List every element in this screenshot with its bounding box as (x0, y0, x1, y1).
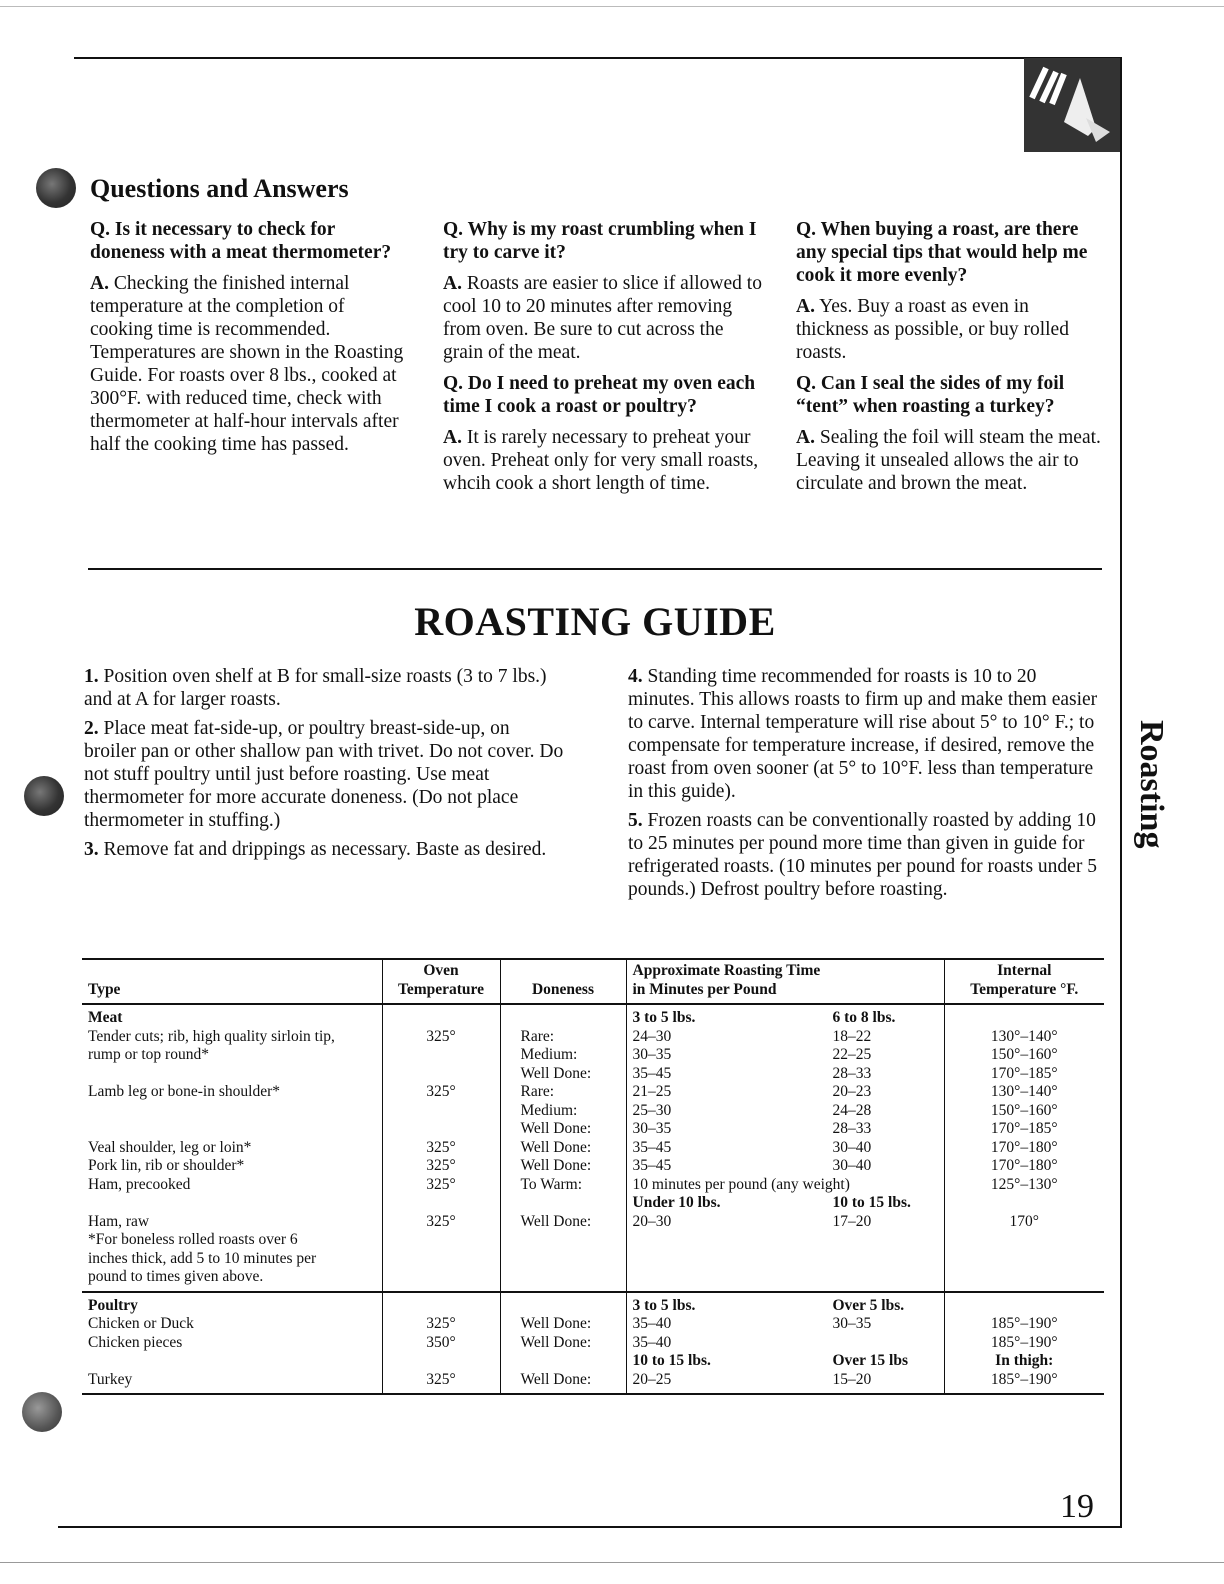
table-poultry-doneness_lines-line: Well Done: (520, 1333, 592, 1351)
time-col-a (633, 1268, 833, 1287)
table-meat-doneness_lines-line (521, 1268, 620, 1287)
table-poultry-doneness_lines-line (521, 1297, 620, 1316)
time-line (633, 1315, 938, 1334)
table-meat-oven_lines-line (389, 1231, 494, 1250)
bullet-dot-bottom (22, 1392, 62, 1432)
time-col-b: 17–20 (832, 1212, 872, 1230)
top-rule (74, 57, 1122, 59)
step-3: 3. Remove fat and drippings as necessary. Baste as desired. (84, 839, 547, 860)
meat-internal-cell (944, 1004, 1104, 1292)
scan-edge-bottom (0, 1562, 1224, 1563)
time-line (633, 1083, 938, 1102)
meat-doneness-cell (500, 1004, 626, 1292)
table-meat-doneness_lines-line (521, 1009, 620, 1028)
bottom-rule (58, 1526, 1122, 1528)
table-meat-oven_lines-line (389, 1120, 494, 1139)
table-meat-doneness_lines-line: Medium: (520, 1101, 578, 1119)
table-meat-type_lines-line: Veal shoulder, leg or loin* (88, 1138, 252, 1156)
time-col-a: 35–40 (632, 1333, 672, 1351)
time-col-a: 3 to 5 lbs. (632, 1009, 696, 1026)
time-col-b: 20–23 (832, 1083, 872, 1100)
time-col-b: 18–22 (832, 1027, 872, 1045)
table-meat-internal_lines-line: 170°–180° (990, 1138, 1058, 1156)
table-meat-oven_lines-line (389, 1065, 494, 1084)
table-poultry-internal_lines-line: In thigh: (995, 1352, 1054, 1369)
poultry-internal-cell (944, 1292, 1104, 1395)
table-meat-type_lines-line (88, 1120, 376, 1139)
table-meat-type_lines-line (88, 1065, 376, 1084)
time-col-b: 24–28 (832, 1101, 872, 1119)
answer: A. Sealing the foil will steam the meat. Leaving it unsealed allows the air to circulate and brown the meat. (796, 427, 1101, 494)
time-col-a (633, 1250, 833, 1269)
time-col-b: 28–33 (832, 1064, 872, 1082)
time-col-a: 35–45 (632, 1157, 672, 1174)
time-full-line: 10 minutes per pound (any weight) (632, 1175, 850, 1193)
table-meat-oven_lines-line (389, 1194, 494, 1213)
time-col-a: 30–35 (632, 1046, 672, 1063)
qa-column-1 (90, 218, 410, 464)
time-line (633, 1046, 938, 1065)
table-poultry-internal_lines-line (951, 1297, 1099, 1316)
time-col-b: 30–35 (832, 1315, 872, 1332)
answer: A. Yes. Buy a roast as even in thickness as possible, or buy rolled roasts. (796, 296, 1069, 363)
roast-icon (1024, 58, 1120, 152)
roasting-table (82, 960, 1104, 1395)
time-line (633, 1352, 938, 1371)
time-line (633, 1065, 938, 1084)
time-col-b: 10 to 15 lbs. (832, 1194, 911, 1211)
time-line (633, 1297, 938, 1316)
time-line (633, 1028, 938, 1047)
table-meat-oven_lines-line (389, 1046, 494, 1065)
time-col-a: Under 10 lbs. (632, 1194, 721, 1211)
table-meat-internal_lines-line (951, 1194, 1099, 1213)
table-meat-internal_lines-line: 130°–140° (990, 1083, 1058, 1100)
table-meat-type_lines-line: *For boneless rolled roasts over 6 (88, 1231, 298, 1248)
side-tab-roasting: Roasting (1133, 720, 1170, 849)
table-meat-oven_lines-line: 325° (426, 1175, 456, 1193)
table-meat-type_lines-line: pound to times given above. (88, 1268, 264, 1285)
table-meat-internal_lines-line (951, 1009, 1099, 1028)
table-meat-type_lines-line: inches thick, add 5 to 10 minutes per (88, 1249, 317, 1267)
time-line (633, 1009, 938, 1028)
table-meat-type_lines-line (88, 1194, 376, 1213)
time-col-a: 10 to 15 lbs. (632, 1352, 711, 1369)
meat-oven-cell (382, 1004, 500, 1292)
table-meat-oven_lines-line: 325° (426, 1212, 456, 1230)
page-number: 19 (1060, 1488, 1094, 1525)
table-meat-oven_lines-line (389, 1268, 494, 1287)
table-meat-internal_lines-line: 170°–185° (990, 1064, 1058, 1082)
poultry-doneness-cell (500, 1292, 626, 1395)
table-meat-type_lines-line: Ham, raw (88, 1212, 150, 1230)
table-meat-doneness_lines-line: Rare: (520, 1027, 555, 1045)
step-1: 1. Position oven shelf at B for small-size roasts (3 to 7 lbs.) and at A for larger roasts. (84, 666, 547, 710)
table-meat-doneness_lines-line (521, 1194, 620, 1213)
time-col-a: 35–40 (632, 1315, 672, 1332)
question: Q. Why is my roast crumbling when I try to carve it? (443, 219, 757, 263)
time-col-b: 15–20 (832, 1370, 872, 1388)
table-meat-doneness_lines-line (521, 1250, 620, 1269)
table-meat-type_lines-line: Meat (88, 1009, 123, 1026)
meat-time-cell (626, 1004, 944, 1292)
time-col-b (833, 1334, 938, 1353)
time-line (633, 1102, 938, 1121)
answer: A. Roasts are easier to slice if allowed to cool 10 to 20 minutes after removing from oven. Be sure to cut across the grain of the meat. (443, 273, 762, 363)
table-meat-doneness_lines-line: Well Done: (520, 1212, 592, 1230)
table-meat-oven_lines-line (389, 1009, 494, 1028)
table-poultry-doneness_lines-line (521, 1352, 620, 1371)
time-col-b: 28–33 (832, 1120, 872, 1137)
table-meat-oven_lines-line (389, 1102, 494, 1121)
poultry-type-cell (82, 1292, 382, 1395)
table-meat-oven_lines-line: 325° (426, 1083, 456, 1100)
table-meat-internal_lines-line (951, 1231, 1099, 1250)
table-poultry-type_lines-line: Chicken or Duck (88, 1315, 194, 1332)
table-meat-type_lines-line: rump or top round* (88, 1046, 209, 1063)
header-doneness: Doneness (500, 960, 626, 1004)
table-meat-type_lines-line: Ham, precooked (88, 1175, 191, 1193)
qa-column-2 (443, 218, 763, 503)
time-line (633, 1176, 938, 1195)
table-row-meat (82, 1004, 1104, 1292)
table-meat-type_lines-line: Lamb leg or bone-in shoulder* (88, 1083, 280, 1100)
table-meat-internal_lines-line: 170° (1009, 1212, 1039, 1230)
time-col-b (833, 1231, 938, 1250)
table-meat-doneness_lines-line: To Warm: (520, 1175, 583, 1193)
table-meat-internal_lines-line: 170°–185° (990, 1120, 1058, 1137)
table-meat-internal_lines-line: 170°–180° (990, 1157, 1058, 1174)
bullet-dot-steps (24, 776, 64, 816)
step-2: 2. Place meat fat-side-up, or poultry breast-side-up, on broiler pan or other shallow pan with trivet. Do not cover. Do not stuff poultry until just before roasting. Use meat thermometer for more accurate doneness. (Do not place thermometer in stuffing.) (84, 718, 564, 831)
table-poultry-oven_lines-line: 325° (426, 1370, 456, 1388)
time-col-a: 3 to 5 lbs. (632, 1296, 696, 1314)
table-meat-internal_lines-line: 150°–160° (990, 1046, 1058, 1063)
meat-type-cell (82, 1004, 382, 1292)
header-roasting-time: Approximate Roasting Time in Minutes per Pound (626, 960, 944, 1004)
table-poultry-type_lines-line (88, 1352, 376, 1371)
table-poultry-doneness_lines-line: Well Done: (520, 1370, 592, 1388)
table-meat-doneness_lines-line: Rare: (520, 1083, 555, 1100)
table-meat-doneness_lines-line: Well Done: (520, 1138, 592, 1156)
header-type: Type (82, 960, 382, 1004)
scan-edge-top (0, 6, 1224, 7)
table-meat-doneness_lines-line: Medium: (520, 1046, 578, 1063)
table-meat-internal_lines-line: 150°–160° (990, 1101, 1058, 1119)
table-poultry-internal_lines-line: 185°–190° (990, 1315, 1058, 1332)
table-poultry-oven_lines-line: 350° (426, 1333, 456, 1351)
answer: A. Checking the finished internal temperature at the completion of cooking time is recommended. Temperatures are shown in the Roasting Guide. For roasts over 8 lbs., cooked at 300°F. with reduced time, check with thermometer at half-hour intervals after half the cooking time has passed. (90, 273, 404, 455)
table-meat-doneness_lines-line: Well Done: (520, 1157, 592, 1174)
time-col-b: 30–40 (832, 1157, 872, 1174)
table-row-poultry (82, 1292, 1104, 1395)
time-line (633, 1371, 938, 1390)
step-4: 4. Standing time recommended for roasts is 10 to 20 minutes. This allows roasts to firm up and make them easier to carve. Internal temperature will rise about 5° to 10° F.; to compensate for temperature increase, if desired, remove the roast from oven sooner (at 5° to 10°F. less than temperature in this guide). (628, 666, 1098, 802)
time-col-a: 25–30 (632, 1101, 672, 1119)
question: Q. When buying a roast, are there any special tips that would help me cook it more evenly? (796, 219, 1088, 286)
time-col-a: 30–35 (632, 1120, 672, 1137)
table-meat-oven_lines-line (389, 1250, 494, 1269)
time-line (633, 1268, 938, 1287)
time-col-a: 35–45 (632, 1138, 672, 1156)
time-col-a: 21–25 (632, 1083, 672, 1100)
table-poultry-type_lines-line: Poultry (88, 1296, 138, 1314)
time-col-b: 30–40 (832, 1138, 872, 1156)
table-poultry-type_lines-line: Turkey (88, 1370, 133, 1388)
time-line (633, 1139, 938, 1158)
table-meat-doneness_lines-line: Well Done: (520, 1120, 592, 1137)
table-poultry-internal_lines-line: 185°–190° (990, 1333, 1058, 1351)
table-poultry-doneness_lines-line: Well Done: (520, 1315, 592, 1332)
table-meat-internal_lines-line: 130°–140° (990, 1027, 1058, 1045)
step-5: 5. Frozen roasts can be conventionally roasted by adding 10 to 25 minutes per pound more time than given in guide for refrigerated roasts. (10 minutes per pound for roasts under 5 pounds.) Defrost poultry before roasting. (628, 810, 1097, 900)
table-meat-doneness_lines-line: Well Done: (520, 1064, 592, 1082)
poultry-time-cell (626, 1292, 944, 1395)
guide-title: ROASTING GUIDE (414, 599, 776, 644)
answer: A. It is rarely necessary to preheat your oven. Preheat only for very small roasts, whcih cook a short length of time. (443, 427, 759, 494)
time-col-a: 20–25 (632, 1370, 672, 1388)
time-line (633, 1334, 938, 1353)
time-line (633, 1120, 938, 1139)
time-line (633, 1194, 938, 1213)
table-poultry-oven_lines-line (389, 1352, 494, 1371)
time-line (633, 1157, 938, 1176)
table-meat-doneness_lines-line (521, 1231, 620, 1250)
time-col-a: 35–45 (632, 1064, 672, 1082)
table-poultry-internal_lines-line: 185°–190° (990, 1370, 1058, 1388)
time-line (633, 1231, 938, 1250)
time-col-a: 24–30 (632, 1027, 672, 1045)
table-meat-internal_lines-line (951, 1250, 1099, 1269)
question: Q. Do I need to preheat my oven each time I cook a roast or poultry? (443, 373, 756, 417)
table-meat-internal_lines-line (951, 1268, 1099, 1287)
time-col-b: Over 15 lbs (832, 1352, 908, 1369)
question: Q. Can I seal the sides of my foil “tent” when roasting a turkey? (796, 373, 1065, 417)
qa-title: Questions and Answers (90, 174, 349, 203)
time-col-a (633, 1231, 833, 1250)
time-col-b: 6 to 8 lbs. (832, 1009, 896, 1026)
table-poultry-oven_lines-line: 325° (426, 1315, 456, 1332)
table-meat-oven_lines-line: 325° (426, 1027, 456, 1045)
section-rule (88, 568, 1102, 570)
time-col-b: 22–25 (832, 1046, 872, 1063)
time-col-b (833, 1268, 938, 1287)
poultry-oven-cell (382, 1292, 500, 1395)
steps-left (84, 665, 564, 867)
table-poultry-type_lines-line: Chicken pieces (88, 1333, 183, 1351)
table-meat-type_lines-line (88, 1102, 376, 1121)
header-internal-temperature: Internal Temperature °F. (944, 960, 1104, 1004)
time-col-b: Over 5 lbs. (832, 1296, 905, 1314)
steps-right (628, 665, 1098, 907)
time-line (633, 1213, 938, 1232)
time-line (633, 1250, 938, 1269)
table-meat-type_lines-line: Pork lin, rib or shoulder* (88, 1157, 245, 1174)
table-meat-oven_lines-line: 325° (426, 1157, 456, 1174)
table-meat-oven_lines-line: 325° (426, 1138, 456, 1156)
table-header-row (82, 960, 1104, 1004)
table-meat-type_lines-line: Tender cuts; rib, high quality sirloin tip, (88, 1027, 335, 1045)
table-meat-internal_lines-line: 125°–130° (990, 1175, 1058, 1193)
table-poultry-oven_lines-line (389, 1297, 494, 1316)
qa-column-3 (796, 218, 1106, 503)
header-oven-temperature: Oven Temperature (382, 960, 500, 1004)
bullet-dot-qa (36, 168, 76, 208)
question: Q. Is it necessary to check for doneness with a meat thermometer? (90, 219, 392, 263)
time-col-a: 20–30 (632, 1212, 672, 1230)
time-col-b (833, 1250, 938, 1269)
